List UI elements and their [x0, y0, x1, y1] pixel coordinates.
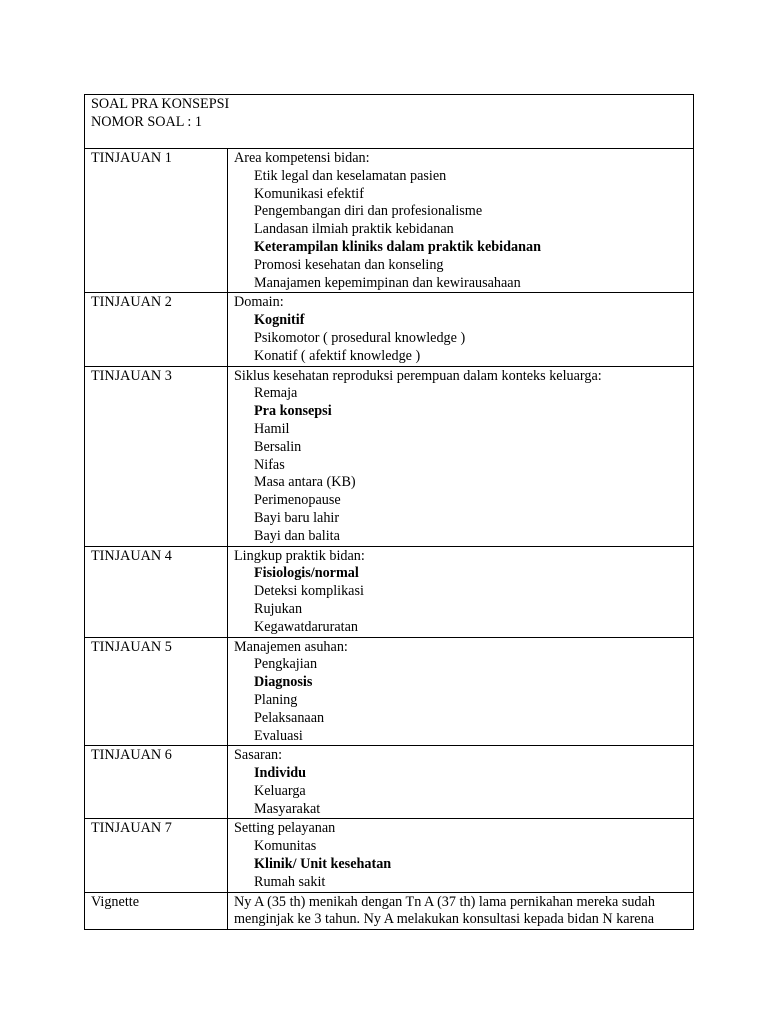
tinjauan-row	[85, 366, 694, 546]
row-heading: Domain:	[234, 294, 284, 311]
row-label: TINJAUAN 3	[91, 367, 172, 384]
row-heading: Sasaran:	[234, 747, 283, 764]
row-content-cell	[228, 819, 694, 892]
row-label: TINJAUAN 1	[91, 150, 172, 166]
tinjauan-row	[85, 819, 694, 892]
row-label: TINJAUAN 4	[91, 547, 172, 564]
row-label-cell	[85, 819, 228, 892]
row-label-cell	[85, 746, 228, 819]
row-label-cell	[85, 366, 228, 546]
selected-option: Diagnosis	[254, 674, 313, 691]
selected-option: Keterampilan kliniks dalam praktik kebidanan	[254, 238, 541, 255]
option: Konatif ( afektif knowledge )	[254, 347, 421, 364]
vignette-label: Vignette	[91, 893, 139, 910]
vignette-text: Ny A (35 th) menikah dengan Tn A (37 th) lama pernikahan mereka sudah menginjak ke 3 tahun. Ny A melakukan konsultasi kepada bidan N karena	[234, 893, 655, 928]
row-heading: Setting pelayanan	[234, 820, 336, 837]
header-cell	[85, 95, 694, 149]
tinjauan-row	[85, 149, 694, 293]
option: Planing	[254, 691, 298, 708]
option: Masa antara (KB)	[254, 474, 356, 491]
row-label-cell	[85, 293, 228, 366]
option: Psikomotor ( prosedural knowledge )	[254, 329, 466, 346]
row-heading: Area kompetensi bidan:	[234, 150, 370, 166]
option: Kegawatdaruratan	[254, 618, 358, 635]
row-heading: Lingkup praktik bidan:	[234, 547, 365, 564]
row-content-cell	[228, 746, 694, 819]
option: Pengembangan diri dan profesionalisme	[254, 203, 483, 220]
row-label-cell	[85, 637, 228, 746]
selected-option: Individu	[254, 765, 307, 782]
selected-option: Klinik/ Unit kesehatan	[254, 856, 392, 873]
option: Landasan ilmiah praktik kebidanan	[254, 221, 454, 238]
selected-option: Kognitif	[254, 312, 305, 329]
row-content-cell	[228, 149, 694, 293]
option: Bayi dan balita	[254, 527, 340, 544]
question-table	[84, 94, 694, 930]
row-content-cell	[228, 366, 694, 546]
option: Pelaksanaan	[254, 709, 325, 726]
row-label: TINJAUAN 6	[91, 747, 172, 764]
tinjauan-row	[85, 546, 694, 637]
question-number: NOMOR SOAL : 1	[91, 113, 203, 130]
row-heading: Siklus kesehatan reproduksi perempuan dalam konteks keluarga:	[234, 367, 602, 384]
option: Hamil	[254, 420, 290, 437]
row-label: TINJAUAN 2	[91, 294, 172, 311]
row-label-cell	[85, 149, 228, 293]
option: Bayi baru lahir	[254, 509, 340, 526]
option: Nifas	[254, 456, 285, 473]
option: Evaluasi	[254, 727, 303, 744]
option: Promosi kesehatan dan konseling	[254, 256, 444, 273]
row-content-cell	[228, 546, 694, 637]
option: Rumah sakit	[254, 873, 326, 890]
row-content-cell	[228, 637, 694, 746]
selected-option: Pra konsepsi	[254, 403, 332, 420]
tinjauan-row	[85, 746, 694, 819]
option: Deteksi komplikasi	[254, 583, 364, 600]
option: Perimenopause	[254, 492, 341, 509]
option: Manajamen kepemimpinan dan kewirausahaan	[254, 274, 521, 291]
tinjauan-row	[85, 293, 694, 366]
row-label: TINJAUAN 5	[91, 638, 172, 655]
row-label: TINJAUAN 7	[91, 820, 172, 837]
document-title: SOAL PRA KONSEPSI	[91, 96, 230, 112]
vignette-row	[85, 892, 694, 930]
row-content-cell	[228, 293, 694, 366]
option: Etik legal dan keselamatan pasien	[254, 167, 447, 184]
selected-option: Fisiologis/normal	[254, 565, 359, 582]
option: Komunitas	[254, 838, 317, 855]
tinjauan-row	[85, 637, 694, 746]
row-heading: Manajemen asuhan:	[234, 638, 348, 655]
vignette-content-cell	[228, 892, 694, 930]
option: Komunikasi efektif	[254, 185, 364, 202]
table-body	[85, 95, 694, 930]
header-row	[85, 95, 694, 149]
option: Rujukan	[254, 600, 303, 617]
vignette-label-cell	[85, 892, 228, 930]
option: Bersalin	[254, 438, 302, 455]
option: Masyarakat	[254, 800, 321, 817]
option: Keluarga	[254, 782, 306, 799]
option: Remaja	[254, 385, 298, 402]
option: Pengkajian	[254, 656, 318, 673]
row-label-cell	[85, 546, 228, 637]
